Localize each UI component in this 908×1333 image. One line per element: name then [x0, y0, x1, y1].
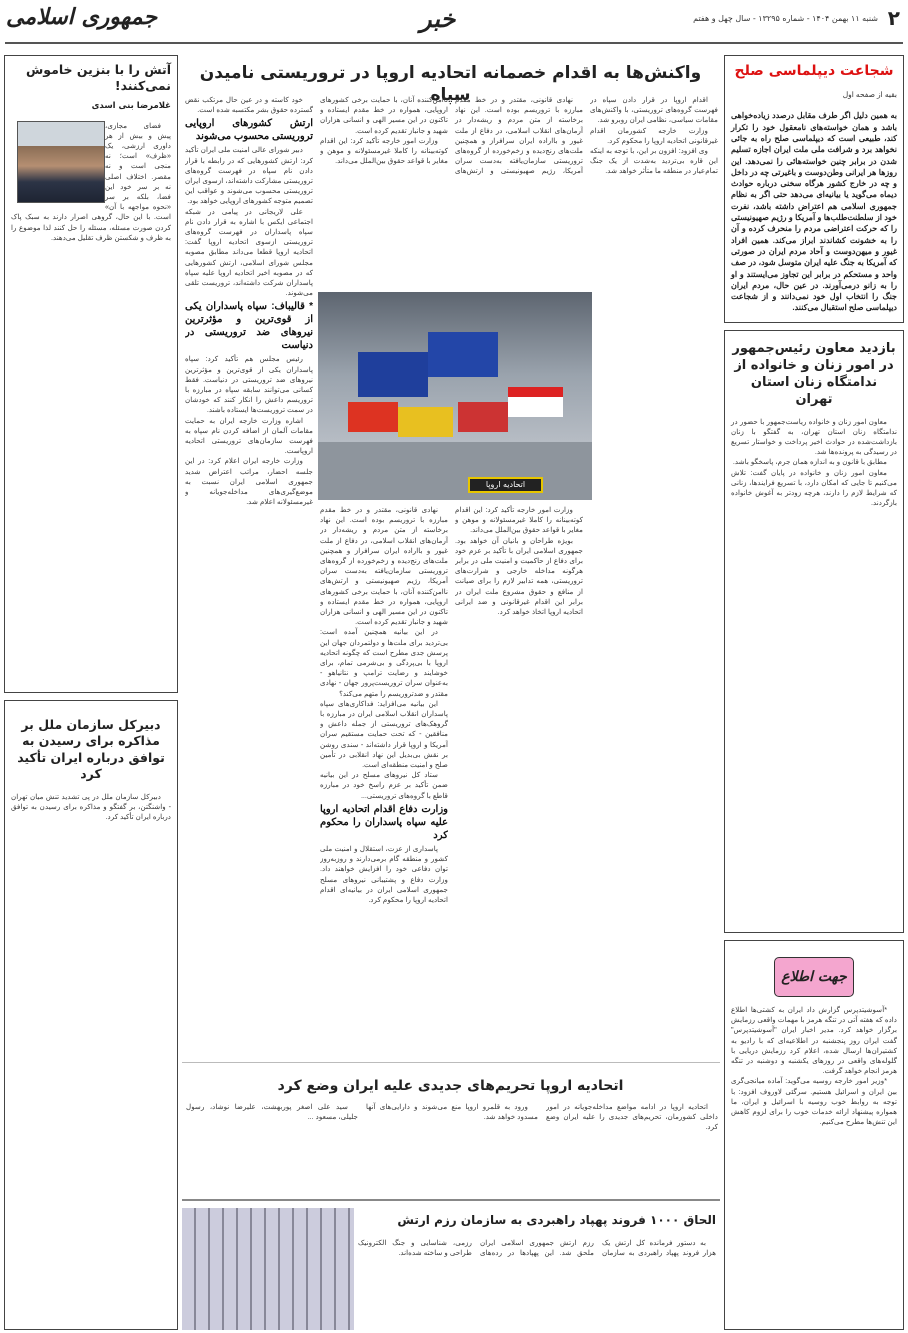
visit-title: بازدید معاون رئیس‌جمهور در امور زنان و خانواده از ندامتگاه زنان استان تهران — [732, 341, 896, 407]
photo-caption: اتحادیه اروپا — [468, 477, 543, 493]
paragraph: سید علی اصغر پوربهشت، علیرضا نوشاد، رسول جلیلی، مسعود ... — [186, 1102, 358, 1122]
editorial-title: شجاعت دیپلماسی صلح — [734, 63, 894, 79]
opinion-title: آتش را با بنزین خاموش نمی‌کنند! — [26, 62, 171, 94]
un-title: دبیرکل سازمان ملل بر مذاکره برای رسیدن به توافق درباره ایران تأکید کرد — [17, 717, 165, 781]
notice-body — [731, 1005, 897, 1127]
paragraph: ورود به قلمرو اروپا منع می‌شوند و دارایی‌های آنها مسدود خواهد شد. — [366, 1102, 538, 1122]
editorial-kicker: بقیه از صفحه اول — [842, 90, 897, 100]
sanctions-headline: اتحادیه اروپا تحریم‌های جدیدی علیه ایران وضع کرد — [277, 1078, 624, 1094]
sanctions-column — [366, 1102, 538, 1194]
notice-logo: جهت اطلاع — [774, 957, 854, 997]
visit-body — [731, 417, 897, 509]
drones-headline: الحاق ۱۰۰۰ فروند پهپاد راهبردی به سازمان رزم ارتش — [397, 1213, 716, 1227]
main-column — [590, 95, 718, 1055]
paragraph: اقدام اروپا در قرار دادن سپاه در فهرست گروه‌های تروریستی، با واکنش‌های مقامات سیاسی، نظامی ایران روبرو شد. — [590, 95, 718, 125]
drones-body — [358, 1238, 716, 1330]
opinion-author: غلامرضا بنی اسدی — [91, 100, 171, 111]
paragraph: خود کاسته و در عین حال مرتکب نقض گسترده حقوق بشر مکتسبه شده است. — [185, 95, 313, 115]
paragraph: *آسوشیتدپرس گزارش داد ایران به کشتی‌ها اطلاع داده که هفته آتی در تنگه هرمز با مهمات واقعی رزمایش برگزار خواهد کرد. مدیر اخبار ایران "آسوشیتدپرس" گفت ایران روز پنجشنبه در اطلاعیه‌ای که با رادیو به کشتیران‌ها ارسال شده، اعلام کرد رزمایش دریایی با گلوله‌های واقعی در روزهای یکشنبه و دوشنبه در تنگه هرمز انجام خواهد گرفت. — [731, 1005, 897, 1076]
masthead-logo: جمهوری اسلامی — [6, 4, 158, 30]
paragraph: اتحادیه اروپا در ادامه مواضع مداخله‌جویانه در امور داخلی کشورمان، تحریم‌های جدیدی را علیه ایران وضع کرد. — [546, 1102, 718, 1132]
paragraph: وزارت خارجه کشورمان اقدام غیرقانونی اتحادیه اروپا را محکوم کرد. — [590, 125, 718, 145]
paragraph: علی لاریجانی در پیامی در شبکه اجتماعی ایکس با اشاره به قرار دادن نام سپاه پاسداران در فهرست گروه‌های تروریستی ازسوی اتحادیه اروپا گفت: اتحادیه اروپا قطعا می‌داند مطابق مصوبه مجلس شورای اسلامی، ارتش کشورهایی که در مصوبه اخیر اتحادیه اروپا علیه سپاه پاسداران شرکت داشته‌اند، تروریست تلقی می‌شوند. — [185, 206, 313, 298]
paragraph: رئیس مجلس هم تأکید کرد: سپاه پاسداران یکی از قوی‌ترین و مؤثرترین نیروهای ضد تروریستی در دنیاست. فقط کسانی می‌توانند سابقه سپاه در مبارزه با تروریسم داعش را انکار کنند که خودشان در سمت تروریست‌ها ایستاده باشند. — [185, 354, 313, 415]
eu-flags-photo — [318, 292, 592, 500]
subheading: وزارت دفاع اقدام اتحادیه اروپا علیه سپاه پاسداران را محکوم کرد — [320, 803, 448, 841]
editorial-body: به همین دلیل اگر طرف مقابل درصدد زیاده‌خواهی باشد و همان خواسته‌های نامعقول خود را تکرار کند، طبیعی است که دیپلماسی صلح راه به جائی نخواهد برد و شرافت ملی ملت ایران اجازه تسلیم شدن در برابر چنین خواسته‌هائی را نمی‌دهد. این روزها هر ایرانی وطن‌دوست و باغیرتی چه در داخل و چه در خارج کشور هرگاه سخنی درباره حوادث دیماه می‌گوید یا بیانیه‌ای می‌دهد حتی اگر به نظام جمهوری اسلامی هم اعتراض داشته باشد، نفرت خود از سلطنت‌طلب‌ها و آمریکا و رژیم صهیونیستی را که حرکت اعتراضی مردم را منحرف کرده و آن را به خشونت کشاندند ابراز می‌کند. همین افراد غیور و میهن‌دوست و آحاد مردم ایران در صورتی که آمریکا به جنگ علیه ایران متوسل شود، در صف واحد و مستحکم در برابر این تجاوز می‌ایستند و او را به زانو درمی‌آورند. در عین حال، مردم ایران جنگ را انتخاب اول خود نمی‌دانند و از شجاعت دیپلماسی صلح استقبال می‌کنند. — [731, 111, 897, 313]
paragraph: معاون امور زنان و خانواده در پایان گفت: تلاش می‌کنیم تا جایی که امکان دارد، با تسریع فرایندها، زنانی که شرایط لازم را دارند، هرچه زودتر به آغوش خانواده بازگردند. — [731, 467, 897, 508]
paragraph: وزارت امور خارجه تأکید کرد: این اقدام کوته‌بینانه را کاملا غیرمسئولانه و موهن و مغایر با قواعد حقوق بین‌الملل می‌داند. — [320, 135, 448, 166]
paragraph: وزارت امور خارجه تأکید کرد: این اقدام کوته‌بینانه را کاملا غیرمسئولانه و موهن و مغایر با قواعد حقوق بین‌الملل می‌داند. — [455, 505, 583, 535]
un-body — [11, 792, 171, 823]
main-column — [185, 95, 313, 1055]
paragraph: وزارت خارجه ایران اعلام کرد: در این جلسه احضار، مراتب اعتراض شدید جمهوری اسلامی ایران نسبت به موضع‌گیری‌های مداخله‌جویانه و غیرمسئولانه اعلام شد. — [185, 456, 313, 507]
paragraph: این بیانیه می‌افزاید: فداکاری‌های سپاه پاسداران انقلاب اسلامی ایران در مبارزه با گروهک‌های تروریستی از جمله داعش و منافقین - که تحت حمایت مستقیم سران آمریکا و اروپا قرار داشته‌اند - سندی روشن بر نقش بی‌بدیل این نهاد انقلابی در تأمین صلح و امنیت منطقه‌ای است. — [320, 698, 448, 770]
header-rule — [5, 42, 903, 44]
paragraph: مطابق با قانون و به اندازه همان جرم، پاسخگو باشد. — [732, 457, 887, 467]
paragraph: به دستور فرمانده کل ارتش یک هزار فروند پهپاد راهبردی به سازمان رزم ارتش جمهوری اسلامی ایران ملحق شد. این پهپادها در رده‌های رزمی، شناسایی و جنگ الکترونیک طراحی و ساخته شده‌اند. — [358, 1238, 716, 1258]
opinion-article — [4, 55, 178, 693]
paragraph: ستاد کل نیروهای مسلح در این بیانیه ضمن تأکید بر عزم راسخ خود در مبارزه قاطع با گروه‌های تروریستی... — [320, 770, 448, 800]
main-headline: واکنش‌ها به اقدام خصمانه اتحادیه اروپا در تروریستی نامیدن سپاه — [199, 63, 702, 106]
notice-box — [724, 940, 904, 1330]
paragraph: * قالیباف: سپاه پاسداران یکی از قوی‌ترین و مؤثرترین نیروهای ضد تروریستی در دنیاست — [185, 301, 313, 352]
editorial-box — [724, 55, 904, 323]
paragraph: معاون امور زنان و خانواده ریاست‌جمهور با حضور در ندامتگاه زنان استان تهران، به گفتگو با زنان بازداشت‌شده در حوادث اخیر پرداخت و خواستار تسریع در رسیدگی به پرونده‌ها شد. — [731, 416, 897, 457]
dateline: شنبه ۱۱ بهمن ۱۴۰۴ - شماره ۱۳۲۹۵ - سال چهل و هفتم — [693, 14, 878, 23]
divider — [182, 1199, 720, 1201]
sanctions-column — [186, 1102, 358, 1194]
page-number: ۲ — [887, 6, 900, 30]
paragraph: فضای مجازی، پیش و بیش از هر داوری ارزشی، یک «ظرف» است؛ نه منجی است و نه مقصر. اختلاف اصلی نه بر سر خود این فضا، بلکه بر سر «نحوه مواجهه با آن» است. با این حال، گروهی اصرار دارند به سبک پاک کردن صورت مسئله، مسئله را حل کنند لذا موضوع را به ظرف و شکستن ظرف تقلیل می‌دهند. — [11, 120, 171, 242]
paragraph: دبیرکل سازمان ملل در پی تشدید تنش میان تهران - واشنگتن، بر گفتگو و مذاکره برای رسیدن به توافق درباره ایران تأکید کرد. — [11, 792, 171, 822]
paragraph: پاسداری از عزت، استقلال و امنیت ملی کشور و منطقه گام برمی‌دارند و روزبه‌روز توان دفاعی خود را افزایش خواهند داد. وزارت دفاع و پشتیبانی نیروهای مسلح جمهوری اسلامی ایران در بیانیه‌ای اقدام اتحادیه اروپا را محکوم کرد. — [320, 843, 448, 904]
paragraph: نهادی قانونی، مقتدر و در خط مقدم مبارزه با تروریسم بوده است. این نهاد برخاسته از متن مردم و ریشه‌دار در آرمان‌های انقلاب اسلامی، در دفاع از ملت غیور و بااراده ایران سرافراز و همچنین ملت‌های رنج‌دیده و زخم‌خورده از گروه‌های تروریستی سازمان‌یافته به‌دست سران آمریکا، رژیم صهیونیستی و ارتش‌های ناامن‌کننده آنان، با حمایت برخی کشورهای اروپایی، همواره در خط مقدم ایستاده و تاکنون در این مسیر الهی و انسانی هزاران شهید و جانباز تقدیم کرده است. — [320, 95, 583, 176]
main-column — [455, 505, 583, 1055]
paragraph: وی افزود: افزون بر این، با توجه به اینکه این قاره بی‌تردید به‌شدت از یک جنگ تمام‌عیار در منطقه ما متأثر خواهد شد. — [590, 146, 718, 176]
main-column-top — [320, 95, 583, 287]
author-photo — [17, 121, 105, 203]
paragraph: ارتش کشورهای اروپایی تروریستی محسوب می‌شوند — [185, 118, 313, 143]
paragraph: دبیر شورای عالی امنیت ملی ایران تأکید کرد: ارتش کشورهایی که در رابطه با قرار دادن نام سپاه در فهرست گروه‌های تروریستی مشارکت داشته‌اند، ازسوی ایران تروریستی محسوب می‌شوند و عواقب این تصمیم متوجه کشورهای اروپایی خواهد بود. — [185, 145, 313, 206]
sanctions-column — [546, 1102, 718, 1194]
drones-photo — [182, 1208, 354, 1330]
main-column — [320, 505, 448, 1055]
un-article — [4, 700, 178, 1330]
paragraph: نهادی قانونی، مقتدر و در خط مقدم مبارزه با تروریسم بوده است. این نهاد برخاسته از متن مردم و ریشه‌دار در آرمان‌های انقلاب اسلامی، در دفاع از ملت غیور و بااراده ایران سرافراز و همچنین ملت‌های رنج‌دیده و زخم‌خورده از گروه‌های تروریستی سازمان‌یافته به‌دست سران آمریکا، رژیم صهیونیستی و ارتش‌های ناامن‌کننده آنان، با حمایت برخی کشورهای اروپایی، همواره در خط مقدم ایستاده و تاکنون در این مسیر الهی و انسانی هزاران شهید و جانباز تقدیم کرده است. — [320, 505, 448, 627]
paragraph: *وزیر امور خارجه روسیه می‌گوید: آماده میانجی‌گری بین ایران و اسرائیل هستیم. سرگئی لاوروف افزود: با توجه به روابط خوب روسیه با اسرائیل و ایران، ما همواره پیشنهاد ارائه خدمات خوب را برای لزوم کاهش این تنش‌ها مطرح می‌کنیم. — [731, 1076, 897, 1127]
paragraph: اشاره وزارت خارجه ایران به حمایت مقامات آلمان از اضافه کردن نام سپاه به فهرست سازمان‌های تروریستی اتحادیه اروپاست. — [185, 415, 313, 456]
visit-article — [724, 330, 904, 933]
paragraph: بویژه طراحان و بانیان آن خواهد بود. جمهوری اسلامی ایران با تأکید بر عزم خود برای دفاع از حاکمیت و امنیت ملی در برابر هرگونه مداخله خارجی و شرارت‌های تروریستی، همه تدابیر لازم را برای صیانت از منافع و حقوق مشروع ملت ایران در برابر این اقدام غیرقانونی و ضد ایرانی اتحادیه اروپا اتخاذ خواهد کرد. — [455, 535, 583, 617]
divider — [182, 1062, 720, 1063]
paragraph: در این بیانیه همچنین آمده است: بی‌تردید برای ملت‌ها و دولتمردان جهان این پرسش جدی مطرح است که چگونه اتحادیه اروپا با بی‌پردگی و بی‌شرمی تمام، برای خوشایند و رضایت ترامپ و نتانیاهو - به‌عنوان سران تروریست‌پرور جهان - نهادی مقتدر و ضدتروریسم را متهم می‌کند؟ — [320, 627, 448, 698]
section-logo: خبر — [420, 4, 456, 33]
